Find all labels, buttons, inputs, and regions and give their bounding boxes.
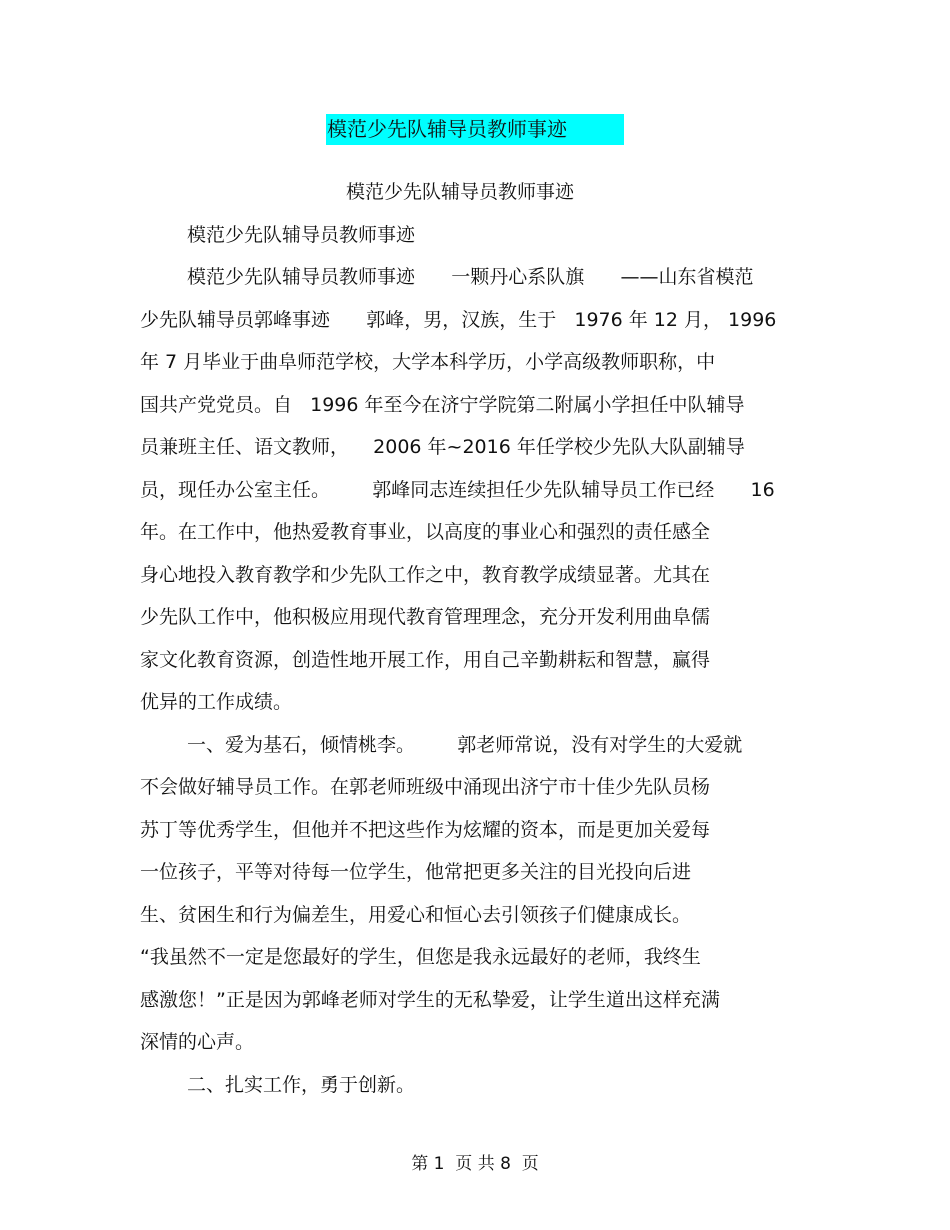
paragraph-line: 年。在工作中，他热爱教育事业，以高度的事业心和强烈的责任感全 [140,521,711,543]
section-heading-line: 一、爱为基石，倾情桃李。 郭老师常说，没有对学生的大爱就 [187,734,743,756]
document-title: 模范少先队辅导员教师事迹 [326,114,624,145]
paragraph-line: 员，现任办公室主任。 郭峰同志连续担任少先队辅导员工作已经 16 [140,479,775,501]
paragraph-line: 家文化教育资源，创造性地开展工作，用自己辛勤耕耘和智慧，赢得 [140,649,711,671]
paragraph-line: 模范少先队辅导员教师事迹 [187,224,416,246]
paragraph-line: 苏丁等优秀学生，但他并不把这些作为炫耀的资本，而是更加关爱每 [140,819,711,841]
paragraph-line: 不会做好辅导员工作。在郭老师班级中涌现出济宁市十佳少先队员杨 [140,776,711,798]
paragraph-line: 身心地投入教育教学和少先队工作之中，教育教学成绩显著。尤其在 [140,564,711,586]
paragraph-line: 感激您！”正是因为郭峰老师对学生的无私挚爱，让学生道出这样充满 [140,989,720,1011]
paragraph-line: 年 7 月毕业于曲阜师范学校，大学本科学历，小学高级教师职称，中 [140,351,716,373]
section-heading-line: 二、扎实工作，勇于创新。 [187,1074,416,1096]
paragraph-line: 国共产党党员。自 1996 年至今在济宁学院第二附属小学担任中队辅导 [140,394,745,416]
paragraph-line: 员兼班主任、语文教师， 2006 年~2016 年任学校少先队大队副辅导 [140,436,745,458]
paragraph-line: 一位孩子，平等对待每一位学生，他常把更多关注的目光投向后进 [140,861,692,883]
paragraph-line: 少先队辅导员郭峰事迹 郭峰，男，汉族，生于 1976 年 12 月， 1996 [140,309,777,331]
page-footer: 第 1 页 共 8 页 [411,1154,539,1174]
paragraph-line: 深情的心声。 [140,1031,255,1053]
paragraph-line: “我虽然不一定是您最好的学生，但您是我永远最好的老师，我终生 [140,946,701,968]
paragraph-line: 生、贫困生和行为偏差生，用爱心和恒心去引领孩子们健康成长。 [140,904,692,926]
paragraph-line: 少先队工作中，他积极应用现代教育管理理念，充分开发利用曲阜儒 [140,606,711,628]
paragraph-line: 优异的工作成绩。 [140,691,293,713]
document-subtitle: 模范少先队辅导员教师事迹 [346,181,575,203]
paragraph-line: 模范少先队辅导员教师事迹 一颗丹心系队旗 ——山东省模范 [187,266,754,288]
